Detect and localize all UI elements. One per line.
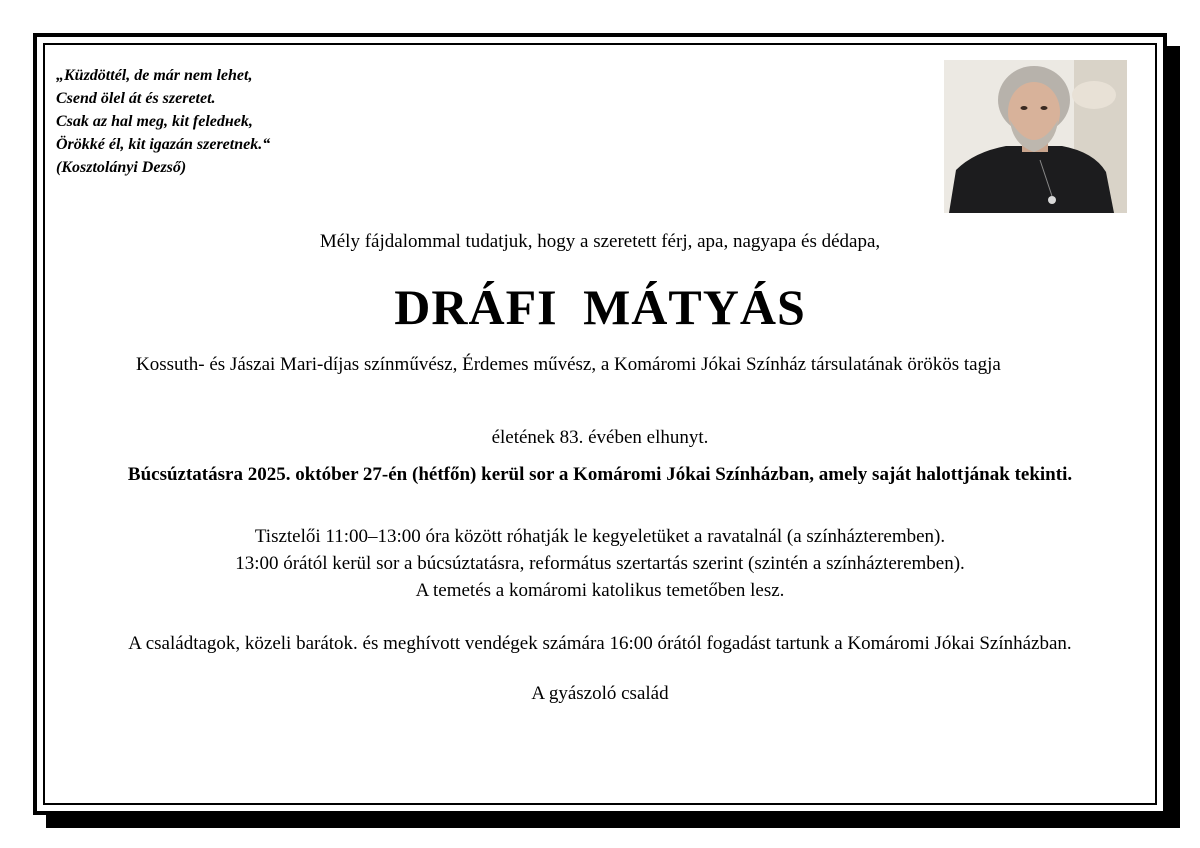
quote-author: (Kosztolányi Dezső) — [56, 159, 187, 176]
poem-quote — [56, 64, 270, 179]
intro-text: Mély fájdalommal tudatjuk, hogy a szeretett férj, apa, nagyapa és dédapa, — [319, 231, 881, 252]
signature-text: A gyászoló család — [531, 683, 669, 704]
quote-line: Csak az hal meg, kit feledнek, — [56, 113, 253, 130]
quote-line: „Küzdöttél, de már nem lehet, — [56, 67, 253, 84]
visitation-line: 13:00 órától kerül sor a búcsúztatásra, református szertartás szerint (szintén a színházteremben). — [235, 553, 965, 574]
portrait-photo — [944, 60, 1127, 213]
age-text: életének 83. évében elhunyt. — [491, 427, 709, 448]
visitation-line: Tisztelői 11:00–13:00 óra között róhatják le kegyeletüket a ravatalnál (a színházteremben). — [254, 526, 946, 547]
deceased-name: DRÁFI MÁTYÁS — [394, 279, 806, 335]
visitation-line: A temetés a komáromi katolikus temetőben lesz. — [415, 580, 785, 601]
farewell-announcement: Búcsúztatásra 2025. október 27-én (hétfőn) kerül sor a Komáromi Jókai Színházban, amely saját halottjának tekinti. — [127, 464, 1073, 485]
quote-line: Örökké él, kit igazán szeretnek.“ — [56, 136, 271, 153]
reception-text: A családtagok, közeli barátok. és meghívott vendégek számára 16:00 órától fogadást tartunk a Komáromi Jókai Színházban. — [128, 633, 1072, 654]
honors-text: Kossuth- és Jászai Mari-díjas színművész, Érdemes művész, a Komáromi Jókai Színház társulatának örökös tagja — [136, 354, 1001, 375]
quote-line: Csend ölel át és szeretet. — [56, 90, 216, 107]
visitation-details — [0, 523, 1200, 604]
